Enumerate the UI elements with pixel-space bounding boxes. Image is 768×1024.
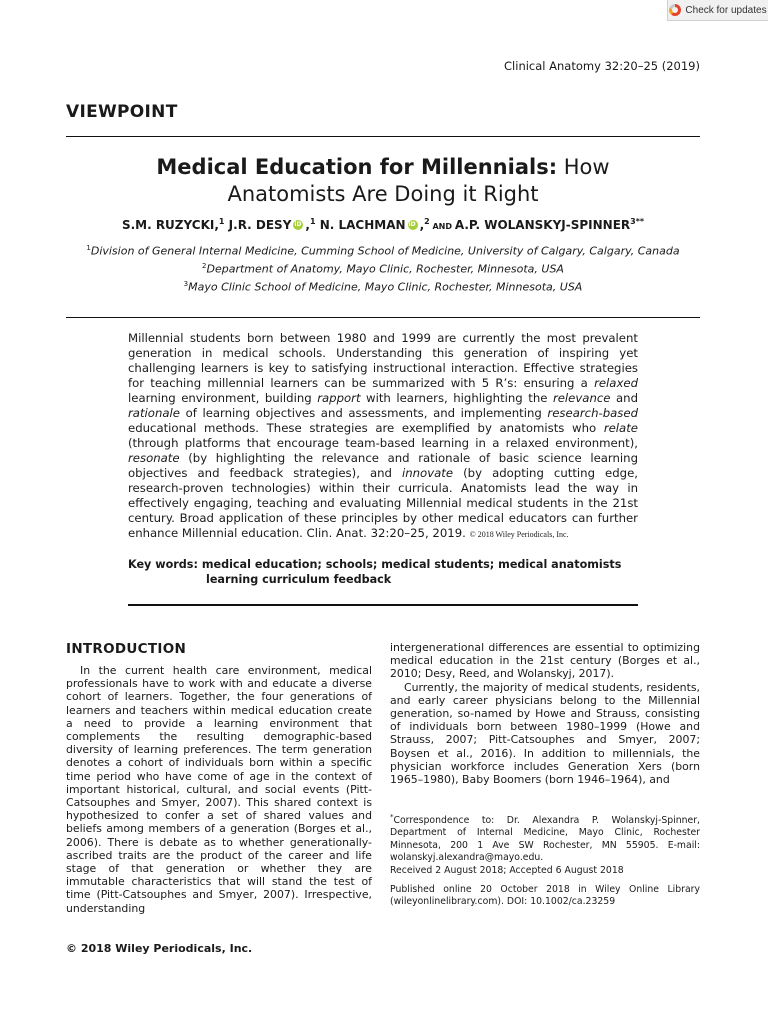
abstract-segment: and	[610, 391, 638, 405]
author-name: N. LACHMAN	[319, 218, 406, 232]
abstract-segment: Millennial students born between 1980 and 1999 are currently the most prevalent generation in medical schools. Understanding this generation of inspiring yet challenging learners is key to satisfying instructional interaction. Effective strategies for teaching millennial learners can be summarized with 5 R’s: ensuring a	[128, 331, 638, 390]
rule-top	[66, 136, 700, 137]
abstract-text	[128, 331, 638, 540]
affiliation-mark: 1	[86, 244, 91, 252]
affiliation-item	[66, 241, 700, 259]
affiliation-item	[66, 259, 700, 277]
abstract-segment: of learning objectives and assessments, and implementing	[179, 406, 548, 420]
abstract-emphasis: relevance	[552, 391, 611, 405]
intro-paragraph-2: Currently, the majority of medical students, residents, and early career physicians belong to the Millennial generation, so-named by Howe and Strauss, consisting of individuals born between 1980–1999 (Howe and Strauss, 2007; Pitt-Catsouphes and Smyer, 2007; Boysen et al., 2016). In addition to millennials, the physician workforce includes Generation Xers (born 1965–1980), Baby Boomers (born 1946–1964), and	[390, 680, 700, 787]
title-line1-rest: How	[557, 155, 610, 179]
rule-abstract-bottom	[128, 604, 638, 606]
column-right	[390, 641, 700, 786]
footer-copyright: © 2018 Wiley Periodicals, Inc.	[66, 942, 253, 955]
author-0	[122, 218, 225, 232]
abstract-segment: (through platforms that encourage team-based learning in a relaxed environment),	[128, 436, 638, 450]
affiliation-mark: 2	[202, 262, 207, 271]
abstract-emphasis: innovate	[402, 466, 454, 480]
article-title	[66, 154, 700, 208]
check-for-updates-button[interactable]	[667, 0, 768, 21]
keywords-line1: medical education; schools; medical students; medical anatomists	[197, 558, 622, 571]
abstract-emphasis: relaxed	[594, 376, 638, 390]
abstract-segment: (by highlighting the relevance and rationale of basic science learning objectives and feedback strategies), and	[128, 451, 638, 480]
affiliation-mark: 3	[183, 280, 189, 289]
abstract-copyright: © 2018 Wiley Periodicals, Inc.	[469, 530, 569, 539]
abstract-emphasis: relate	[603, 421, 638, 435]
affiliations	[66, 241, 700, 295]
author-affiliation-mark: 3*	[630, 217, 640, 226]
abstract-segment: (by adopting cutting edge, research-proven technologies) within their curricula. Anatomists lead the way in effectively engaging, teaching and evaluating Millennial medical students in the 21st century. Broad application of these principles by other medical educators can further enhance Millennial education. Clin. Anat. 32:20–25, 2019.	[128, 466, 638, 540]
keywords-label: Key words:	[128, 558, 198, 571]
author-2: N. LACHMANiD ,$^2$	[320, 218, 430, 232]
affiliation-text: Department of Anatomy, Mayo Clinic, Rochester, Minnesota, USA	[206, 262, 564, 276]
abstract-segment: learning environment, building	[128, 391, 318, 405]
title-bold: Medical Education for Millennials:	[156, 155, 558, 179]
author-name: A.P. WOLANSKYJ-SPINNER	[454, 218, 631, 232]
journal-reference: Clinical Anatomy 32:20–25 (2019)	[504, 59, 700, 73]
author-and: AND	[429, 222, 455, 231]
abstract-segment: with learners, highlighting the	[360, 391, 553, 405]
abstract-emphasis: rationale	[128, 406, 180, 420]
introduction-heading: INTRODUCTION	[66, 641, 187, 657]
title-line2: Anatomists Are Doing it Right	[227, 182, 539, 206]
keywords-line2: learning curriculum feedback	[206, 572, 392, 586]
section-heading: VIEWPOINT	[66, 102, 178, 122]
author-affiliation-mark: 1	[218, 217, 225, 226]
rule-abstract-top	[66, 317, 700, 318]
column-left	[66, 641, 372, 915]
author-affiliation-mark: 2	[424, 217, 430, 226]
author-4	[455, 218, 644, 232]
author-name: S.M. RUZYCKI,	[121, 218, 219, 232]
author-name: J.R. DESY	[228, 218, 292, 232]
abstract-segment: educational methods. These strategies are exemplified by anatomists who	[128, 421, 604, 435]
orcid-icon[interactable]	[408, 220, 418, 230]
correspondence-note	[390, 811, 700, 864]
intro-paragraph-continued: intergenerational differences are essential to optimizing medical education in the 21st century (Borges et al., 2010; Desy, Reed, and Wolanskyj, 2017).	[390, 641, 700, 681]
abstract	[128, 331, 638, 542]
publication-info: Published online 20 October 2018 in Wiley Online Library (wileyonlinelibrary.com). DOI: 10.1002/ca.23259	[390, 884, 700, 908]
affiliation-item	[66, 277, 700, 295]
check-for-updates-label: Check for updates	[685, 4, 767, 16]
crossmark-icon	[669, 4, 681, 16]
affiliation-text: Division of General Internal Medicine, Cumming School of Medicine, University of Calgary, Calgary, Canada	[90, 244, 680, 258]
intro-paragraph-1: In the current health care environment, medical professionals have to work with and educate a diverse cohort of learners. Together, the four generations of learners and teachers within medical education create a need to provide a learning environment that complements the resulting demographic-based diversity of learning preferences. The term generation denotes a cohort of individuals born within a specific time period who have come of age in the context of important historical, cultural, and social events (Pitt-Catsouphes and Smyer, 2007). This shared context is hypothesized to confer a set of shared values and beliefs among members of a generation (Borges et al., 2006). There is debate as to whether generationally-ascribed traits are the product of the career and life stage of that generation or whether they are immutable characteristics that will stand the test of time (Pitt-Catsouphes and Smyer, 2007). Irrespective, understanding	[66, 664, 372, 915]
orcid-icon[interactable]	[293, 220, 303, 230]
received-dates: Received 2 August 2018; Accepted 6 August 2018	[390, 865, 624, 876]
corresponding-star: *	[639, 217, 645, 226]
affiliation-text: Mayo Clinic School of Medicine, Mayo Clinic, Rochester, Minnesota, USA	[188, 280, 583, 294]
correspondence-text: Correspondence to: Dr. Alexandra P. Wolanskyj-Spinner, Department of Internal Medicine, Mayo Clinic, Rochester Minnesota, 200 1 Ave SW Rochester, MN 55905. E-mail: wolanskyj.alexandra@mayo.edu.	[390, 815, 700, 863]
author-1: J.R. DESYiD ,$^1$	[229, 218, 316, 232]
author-affiliation-mark: 1	[309, 217, 316, 226]
abstract-emphasis: rapport	[317, 391, 361, 405]
correspondence-marker: *	[390, 813, 394, 821]
abstract-emphasis: resonate	[128, 451, 180, 465]
keywords	[128, 558, 638, 587]
author-list	[66, 217, 700, 232]
abstract-emphasis: research-based	[547, 406, 638, 420]
